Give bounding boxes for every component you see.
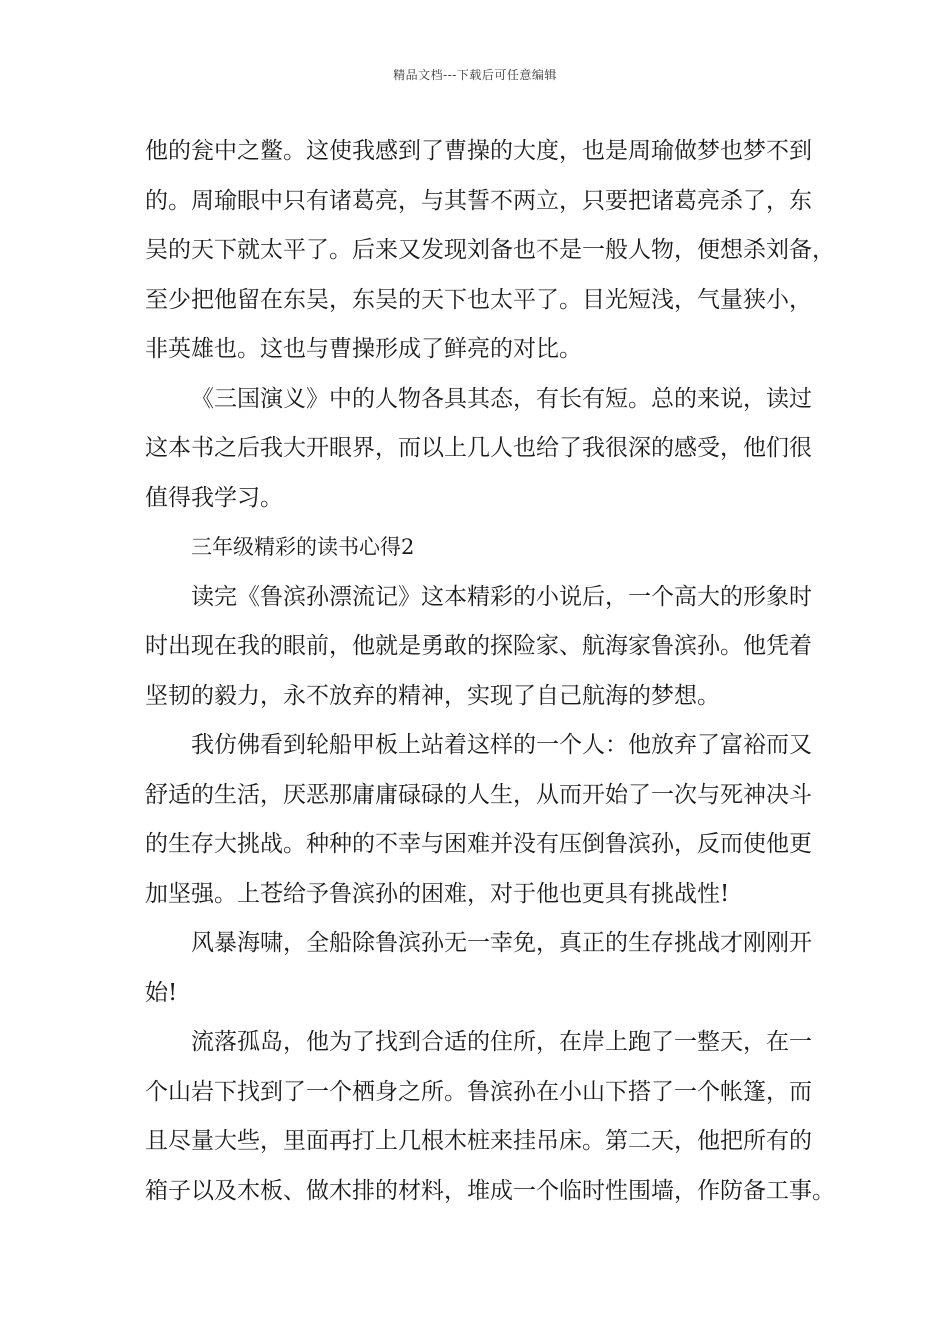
text-line: 坚韧的毅力，永不放弃的精神，实现了自己航海的梦想。 xyxy=(145,682,720,709)
text-line: 箱子以及木板、做木排的材料，堆成一个临时性围墙，作防备工事。 xyxy=(145,1177,835,1204)
text-line: 《三国演义》中的人物各具其态，有长有短。总的来说，读过 xyxy=(191,385,812,412)
text-line: 时出现在我的眼前，他就是勇敢的探险家、航海家鲁滨孙。他凭着 xyxy=(145,633,812,659)
page-header: 精品文档---下载后可任意编辑 xyxy=(393,68,557,82)
text-line: 风暴海啸，全船除鲁滨孙无一幸免，真正的生存挑战才刚刚开 xyxy=(191,930,812,956)
text-line: 个山岩下找到了一个栖身之所。鲁滨孙在小山下搭了一个帐篷，而 xyxy=(145,1078,812,1105)
text-line: 我仿佛看到轮船甲板上站着这样的一个人：他放弃了富裕而又 xyxy=(191,732,812,758)
text-line: 这本书之后我大开眼界，而以上几人也给了我很深的感受，他们很 xyxy=(145,435,812,461)
text-line: 读完《鲁滨孙漂流记》这本精彩的小说后，一个高大的形象时 xyxy=(191,583,812,610)
text-line: 舒适的生活，厌恶那庸庸碌碌的人生，从而开始了一次与死神决斗 xyxy=(145,781,812,808)
text-line: 的生存大挑战。种种的不幸与困难并没有压倒鲁滨孙，反而使他更 xyxy=(145,831,812,857)
document-body xyxy=(145,130,835,1219)
text-line: 吴的天下就太平了。后来又发现刘备也不是一般人物，便想杀刘备， xyxy=(145,237,835,263)
text-line: 至少把他留在东吴，东吴的天下也太平了。目光短浅，气量狭小， xyxy=(145,286,812,313)
text-line: 非英雄也。这也与曹操形成了鲜亮的对比。 xyxy=(145,336,582,362)
text-line: 流落孤岛，他为了找到合适的住所，在岸上跑了一整天，在一 xyxy=(191,1029,812,1055)
text-line: 值得我学习。 xyxy=(145,484,283,511)
text-line: 始! xyxy=(145,979,178,1006)
text-line: 的。周瑜眼中只有诸葛亮，与其誓不两立，只要把诸葛亮杀了，东 xyxy=(145,187,812,214)
text-line: 加坚强。上苍给予鲁滨孙的困难，对于他也更具有挑战性! xyxy=(145,880,730,907)
section-title: 三年级精彩的读书心得2 xyxy=(191,535,415,559)
text-line: 他的瓮中之鳖。这使我感到了曹操的大度，也是周瑜做梦也梦不到 xyxy=(145,138,812,164)
text-line: 且尽量大些，里面再打上几根木桩来挂吊床。第二天，他把所有的 xyxy=(145,1128,812,1154)
